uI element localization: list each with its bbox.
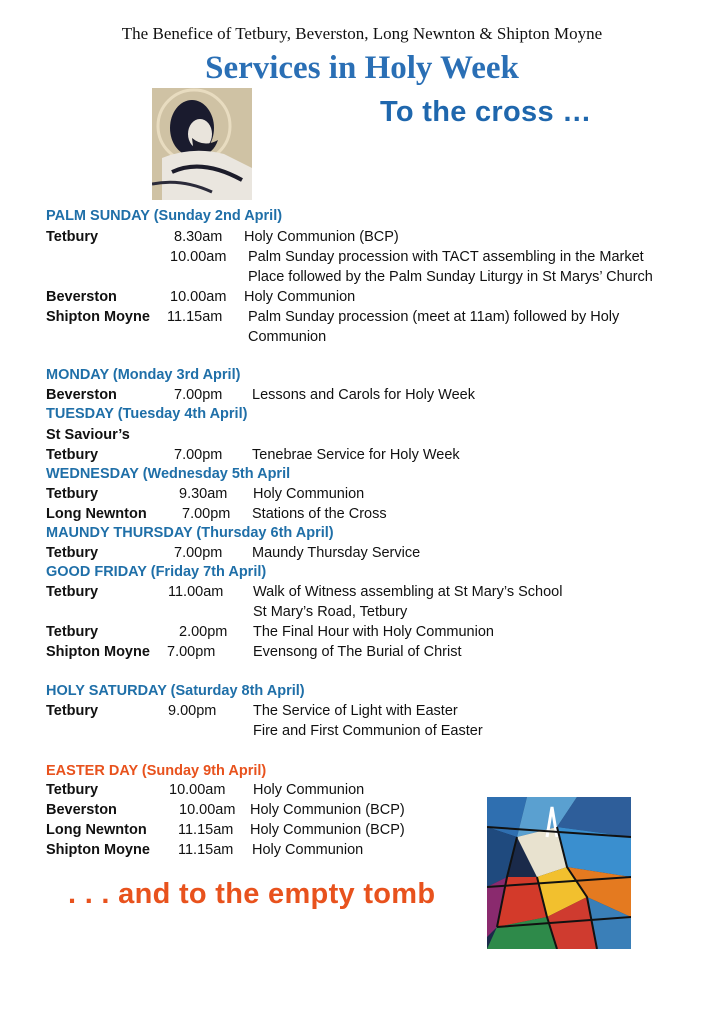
service-time: 11.15am: [167, 309, 223, 325]
service-time: 2.00pm: [179, 624, 228, 640]
service-description: Walk of Witness assembling at St Mary’s School: [253, 584, 563, 600]
service-place: Beverston: [46, 802, 117, 818]
crucifixion-icon-image: [152, 88, 252, 200]
service-row: [46, 229, 706, 249]
service-description-continued: Fire and First Communion of Easter: [253, 723, 483, 739]
service-time: 11.15am: [178, 842, 234, 858]
service-description: Holy Communion: [252, 842, 364, 858]
service-time: 11.00am: [168, 584, 224, 600]
service-time: 8.30am: [174, 229, 223, 245]
service-description: Holy Communion (BCP): [250, 822, 405, 838]
section-heading-holy-saturday: HOLY SATURDAY (Saturday 8th April): [46, 683, 305, 699]
service-time: 9.30am: [179, 486, 228, 502]
subtitle-empty-tomb: . . . and to the empty tomb: [68, 878, 436, 910]
service-description: Holy Communion: [253, 486, 365, 502]
service-description: Holy Communion (BCP): [250, 802, 405, 818]
service-description: Palm Sunday procession with TACT assembling in the Market: [248, 249, 644, 265]
service-place: Shipton Moyne: [46, 842, 150, 858]
service-time: 7.00pm: [174, 545, 223, 561]
service-place: Long Newnton: [46, 506, 147, 522]
service-time: 7.00pm: [174, 387, 223, 403]
service-time: 10.00am: [169, 782, 226, 798]
service-description: Stations of the Cross: [252, 506, 387, 522]
section-heading-maundy-thursday: MAUNDY THURSDAY (Thursday 6th April): [46, 525, 334, 541]
service-place: Tetbury: [46, 486, 99, 502]
service-row: [46, 387, 706, 407]
stained-glass-image: [487, 797, 631, 949]
section-heading-palm-sunday: PALM SUNDAY (Sunday 2nd April): [46, 208, 283, 224]
service-place: Tetbury: [46, 584, 99, 600]
section-heading-easter-day: EASTER DAY (Sunday 9th April): [46, 763, 267, 779]
section-heading-good-friday: GOOD FRIDAY (Friday 7th April): [46, 564, 267, 580]
service-place: Tetbury: [46, 624, 99, 640]
service-place: Beverston: [46, 387, 117, 403]
page-title: Services in Holy Week: [205, 50, 519, 86]
service-time: 10.00am: [170, 289, 227, 305]
service-description: Holy Communion: [244, 289, 356, 305]
service-place: Tetbury: [46, 229, 99, 245]
service-place: Shipton Moyne: [46, 644, 150, 660]
service-place: Long Newnton: [46, 822, 147, 838]
service-description: Palm Sunday procession (meet at 11am) followed by Holy: [248, 309, 620, 325]
service-place: Tetbury: [46, 703, 99, 719]
service-place: St Saviour’s: [46, 427, 130, 443]
service-row: [46, 584, 706, 604]
service-time: 10.00am: [170, 249, 227, 265]
service-description: The Service of Light with Easter: [253, 703, 458, 719]
service-time: 9.00pm: [168, 703, 217, 719]
service-place: Tetbury: [46, 782, 99, 798]
service-row: [46, 506, 706, 526]
service-row: [46, 289, 706, 309]
service-description-continued: Place followed by the Palm Sunday Liturgy in St Marys’ Church: [248, 269, 653, 285]
subtitle-to-the-cross: To the cross …: [380, 96, 592, 128]
service-description: Lessons and Carols for Holy Week: [252, 387, 475, 403]
service-description-continued: St Mary’s Road, Tetbury: [253, 604, 408, 620]
service-row: [46, 309, 706, 329]
service-row: [46, 249, 706, 269]
service-description: Tenebrae Service for Holy Week: [252, 447, 460, 463]
section-heading-monday: MONDAY (Monday 3rd April): [46, 367, 241, 383]
service-description: Holy Communion: [253, 782, 365, 798]
service-description: Evensong of The Burial of Christ: [253, 644, 462, 660]
service-place: Tetbury: [46, 545, 99, 561]
service-row: [46, 644, 706, 664]
service-description: The Final Hour with Holy Communion: [253, 624, 494, 640]
service-time: 10.00am: [179, 802, 236, 818]
service-description: Maundy Thursday Service: [252, 545, 421, 561]
benefice-title: The Benefice of Tetbury, Beverston, Long Newnton & Shipton Moyne: [121, 24, 603, 43]
service-row: [46, 545, 706, 565]
service-time: 11.15am: [178, 822, 234, 838]
section-heading-wednesday: WEDNESDAY (Wednesday 5th April: [46, 466, 291, 482]
service-row: [46, 624, 706, 644]
section-heading-tuesday: TUESDAY (Tuesday 4th April): [46, 406, 248, 422]
service-time: 7.00pm: [167, 644, 216, 660]
service-row: [46, 486, 706, 506]
service-place: Beverston: [46, 289, 117, 305]
service-place: Shipton Moyne: [46, 309, 150, 325]
service-row: [46, 703, 706, 723]
service-description: Holy Communion (BCP): [244, 229, 399, 245]
service-time: 7.00pm: [174, 447, 223, 463]
service-row: [46, 447, 706, 467]
service-time: 7.00pm: [182, 506, 231, 522]
service-place: Tetbury: [46, 447, 99, 463]
service-description-continued: Communion: [248, 329, 327, 345]
service-row: [46, 427, 706, 447]
